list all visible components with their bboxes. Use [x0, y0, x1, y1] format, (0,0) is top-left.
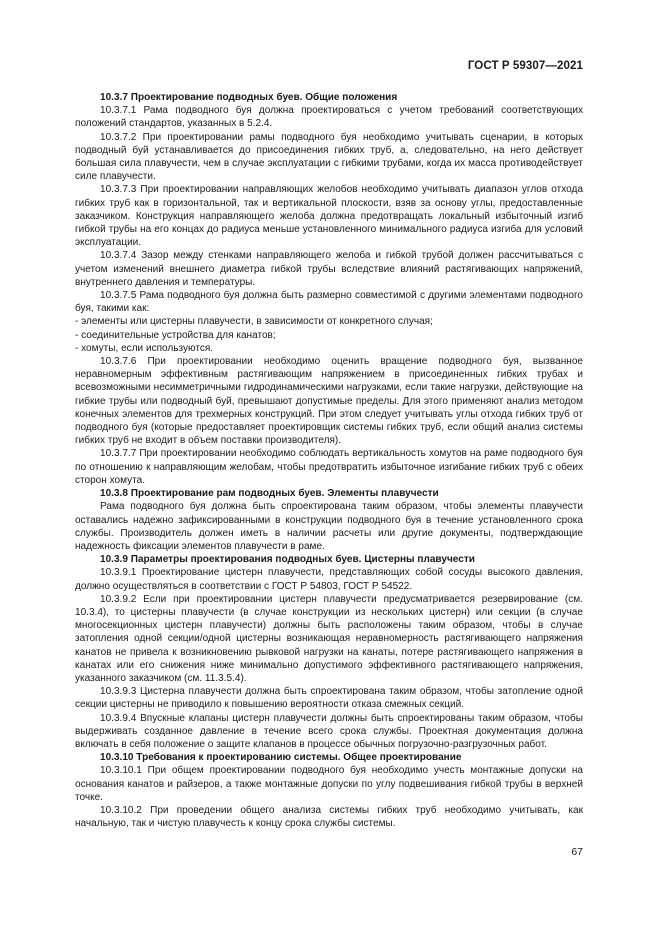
standard-number-header: ГОСТ Р 59307—2021 [467, 60, 583, 72]
paragraph: 10.3.7.2 При проектировании рамы подводного буя необходимо учитывать сценарии, в которых подводный буй устанавливается до присоединения гибких труб, а, следовательно, на него действует большая сила плавучести, чем в случае эксплуатации с гибкими трубами, когда их масса противодействует силе плавучести. [75, 131, 583, 183]
paragraph: 10.3.7.7 При проектировании необходимо соблюдать вертикальность хомутов на раме подводного буя по отношению к направляющим желобам, чтобы предотвратить избыточное изгибание гибких труб с обеих сторон хомута. [75, 448, 583, 486]
paragraph: 10.3.7.3 При проектировании направляющих желобов необходимо учитывать диапазон углов отхода гибких труб как в горизонтальной, так и вертикальной плоскости, взяв за основу углы, предоставленные заказчиком. Конструкция направляющего желоба должна предотвращать локальный избыточный изгиб гибкой трубы на его концах до радиуса меньше установленного минимального радиуса изгиба для условий эксплуатации. [75, 184, 583, 249]
paragraph: 10.3.7.1 Рама подводного буя должна проектироваться с учетом требований соответствующих положений стандартов, указанных в 5.2.4. [75, 105, 583, 130]
paragraph: 10.3.9.4 Впускные клапаны цистерн плавучести должны быть спроектированы таким образом, чтобы выдерживать созданное давление в течение всего срока службы. Проектная документация должна включать в себя положение о защите клапанов в процессе обычных погрузочно-разгрузочных работ. [75, 712, 583, 750]
page-number: 67 [571, 846, 583, 858]
paragraph: 10.3.7.5 Рама подводного буя должна быть размерно совместимой с другими элементами подводного буя, такими как: [75, 290, 583, 315]
paragraph: 10.3.9.3 Цистерна плавучести должна быть спроектирована таким образом, чтобы затопление одной секции цистерны не приводило к повышению вероятности отказа смежных секций. [75, 686, 583, 711]
document-body [75, 91, 583, 830]
paragraph: 10.3.7.6 При проектировании необходимо оценить вращение подводного буя, вызванное неравномерным эффективным растягивающим напряжением в присоединенных гибких трубах и всевозможными несимметричными гидродинамическими нагрузками, если такие нагрузки, действующие на гибкие трубы или подводный буй, превышают допустимые пределы. Для этого применяют анализ методом конечных элементов для трехмерных конструкций. При этом следует учитывать углы отхода гибких труб от подводного буя (которые предоставляет проектировщик системы гибких труб, если общий анализ системы гибких труб не входит в объем поставки производителя). [75, 356, 583, 447]
section-heading: 10.3.9 Параметры проектирования подводных буев. Цистерны плавучести [100, 554, 475, 566]
paragraph: 10.3.10.1 При общем проектировании подводного буя необходимо учесть монтажные допуски на основания канатов и райзеров, а также монтажные допуски по углу подвешивания гибкой трубы в верхней точке. [75, 765, 583, 803]
section-heading: 10.3.8 Проектирование рам подводных буев. Элементы плавучести [100, 488, 439, 500]
section-heading: 10.3.10 Требования к проектированию системы. Общее проектирование [100, 752, 462, 764]
paragraph: Рама подводного буя должна быть спроектирована таким образом, чтобы элементы плавучести оставались надежно зафиксированными в конструкции подводного буя в течение установленного срока службы. Производитель должен иметь в наличии расчеты или другие документы, подтверждающие надежность фиксации элементов плавучести в раме. [75, 501, 583, 552]
list-item: - элементы или цистерны плавучести, в зависимости от конкретного случая; [75, 316, 433, 328]
list-item: - хомуты, если используются. [75, 342, 214, 354]
paragraph: 10.3.9.1 Проектирование цистерн плавучести, представляющих собой сосуды высокого давления, должно осуществляться в соответствии с ГОСТ Р 54803, ГОСТ Р 54522. [75, 567, 583, 592]
paragraph: 10.3.10.2 При проведении общего анализа системы гибких труб необходимо учитывать, как начальную, так и чистую плавучесть к концу срока службы системы. [75, 804, 583, 830]
paragraph: 10.3.7.4 Зазор между стенками направляющего желоба и гибкой трубой должен рассчитываться с учетом изменений внешнего диаметра гибкой трубы вследствие влияний растягивающих напряжений, внутреннего давления и температуры. [75, 250, 583, 288]
list-item: - соединительные устройства для канатов; [75, 329, 276, 341]
paragraph: 10.3.9.2 Если при проектировании цистерн плавучести предусматривается резервирование (см. 10.3.4), то цистерны плавучести (в случае конструкции из нескольких цистерн) или секции (в случае многосекционных цистерн плавучести) должны быть расположены таким образом, чтобы в случае затопления одной секции/одной цистерны возникающая неравномерность растягивающего напряжения канатов не привела к возникновению рывковой нагрузки на канаты, потере растягивающего напряжения в канатах или его снижения ниже минимально допустимого эффективного растягивающего напряжения, указанного заказчиком (см. 11.3.5.4). [75, 593, 583, 684]
section-heading: 10.3.7 Проектирование подводных буев. Общие положения [100, 92, 398, 103]
